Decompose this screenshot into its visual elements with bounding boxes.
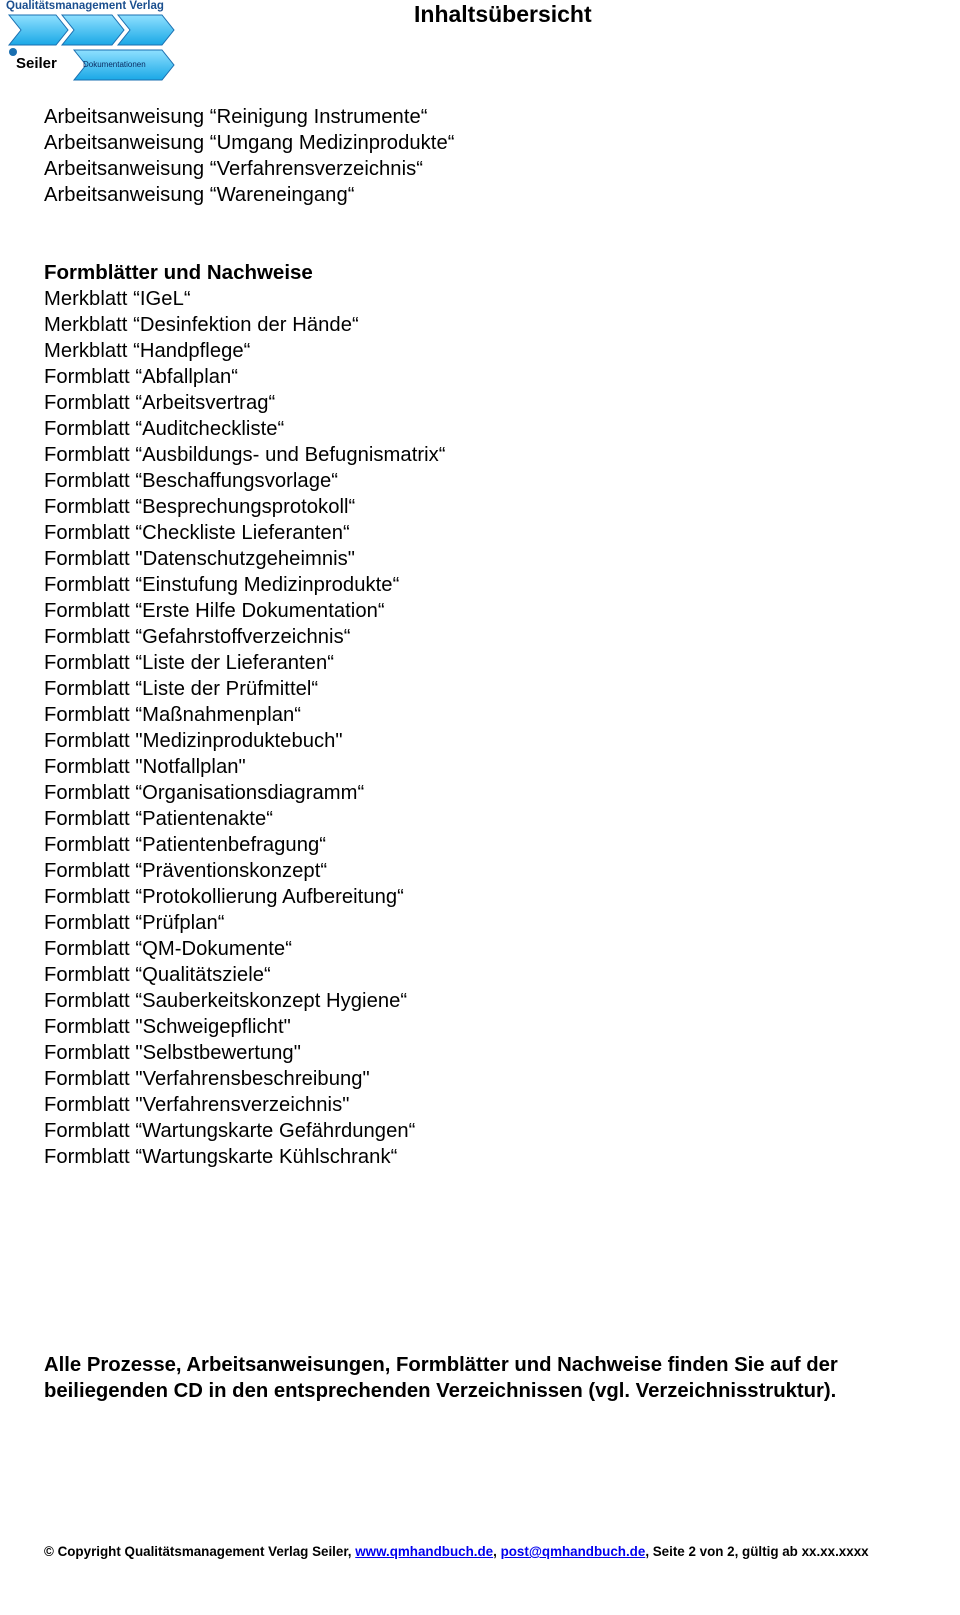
- logo-publisher-text: Qualitätsmanagement Verlag: [6, 0, 164, 12]
- footer-copyright: © Copyright Qualitätsmanagement Verlag Seiler,: [44, 1544, 356, 1559]
- list-item: Formblatt “Präventionskonzept“: [44, 860, 328, 882]
- footer-separator: ,: [493, 1544, 501, 1559]
- list-item: Formblatt "Datenschutzgeheimnis": [44, 548, 356, 570]
- list-item: Arbeitsanweisung “Reinigung Instrumente“: [44, 106, 428, 128]
- logo-arrow-3: [118, 15, 174, 45]
- list-item: Merkblatt “Handpflege“: [44, 340, 251, 362]
- list-item: Formblatt "Schweigepflicht": [44, 1016, 291, 1038]
- logo-arrow-1: [9, 15, 68, 45]
- list-item: Arbeitsanweisung “Umgang Medizinprodukte“: [44, 132, 455, 154]
- list-item: Formblatt “Besprechungsprotokoll“: [44, 496, 356, 518]
- list-item: Formblatt "Notfallplan": [44, 756, 246, 778]
- footer-website-link[interactable]: www.qmhandbuch.de: [355, 1544, 494, 1559]
- list-item: Arbeitsanweisung “Wareneingang“: [44, 184, 355, 206]
- list-item: Formblatt “Ausbildungs- und Befugnismatrix“: [44, 444, 446, 466]
- list-item: Formblatt "Verfahrensverzeichnis": [44, 1094, 350, 1116]
- list-item: Formblatt “Erste Hilfe Dokumentation“: [44, 600, 385, 622]
- logo-arrow-2: [62, 15, 124, 45]
- list-item: Formblatt “Liste der Prüfmittel“: [44, 678, 319, 700]
- list-item: Formblatt “Patientenbefragung“: [44, 834, 327, 856]
- list-item: Formblatt “Prüfplan“: [44, 912, 225, 934]
- page-title: Inhaltsübersicht: [414, 1, 592, 27]
- list-item: Formblatt “Qualitätsziele“: [44, 964, 271, 986]
- list-item: Formblatt "Selbstbewertung": [44, 1042, 301, 1064]
- list-item: Formblatt “Checkliste Lieferanten“: [44, 522, 350, 544]
- list-item: Formblatt “Arbeitsvertrag“: [44, 392, 276, 414]
- list-item: Formblatt “Einstufung Medizinprodukte“: [44, 574, 400, 596]
- list-item: Formblatt “Wartungskarte Kühlschrank“: [44, 1146, 398, 1168]
- cd-note-line-2: beiliegenden CD in den entsprechenden Verzeichnissen (vgl. Verzeichnisstruktur).: [44, 1380, 837, 1402]
- list-item: Formblatt “Auditcheckliste“: [44, 418, 285, 440]
- list-item: Formblatt “QM-Dokumente“: [44, 938, 292, 960]
- work-instructions-list: [44, 104, 455, 208]
- list-item: Formblatt “Maßnahmenplan“: [44, 704, 302, 726]
- logo-subtitle-text: Dokumentationen: [83, 60, 146, 69]
- list-item: Arbeitsanweisung “Verfahrensverzeichnis“: [44, 158, 424, 180]
- cd-note-line-1: Alle Prozesse, Arbeitsanweisungen, Formblätter und Nachweise finden Sie auf der: [44, 1354, 838, 1376]
- footer-page-info: , Seite 2 von 2, gültig ab xx.xx.xxxx: [645, 1544, 869, 1559]
- publisher-logo: [4, 0, 176, 82]
- list-item: Formblatt "Verfahrensbeschreibung": [44, 1068, 370, 1090]
- list-item: Formblatt “Gefahrstoffverzeichnis“: [44, 626, 351, 648]
- list-item: Formblatt “Patientenakte“: [44, 808, 274, 830]
- list-item: Formblatt “Wartungskarte Gefährdungen“: [44, 1120, 416, 1142]
- list-item: Formblatt “Abfallplan“: [44, 366, 239, 388]
- list-item: Merkblatt “Desinfektion der Hände“: [44, 314, 359, 336]
- page-footer: [44, 1544, 869, 1559]
- cd-note: [44, 1352, 944, 1404]
- list-item: Formblatt “Organisationsdiagramm“: [44, 782, 365, 804]
- footer-email-link[interactable]: post@qmhandbuch.de: [500, 1544, 646, 1559]
- forms-section-heading: Formblätter und Nachweise: [44, 261, 313, 284]
- list-item: Formblatt “Liste der Lieferanten“: [44, 652, 335, 674]
- list-item: Formblatt “Sauberkeitskonzept Hygiene“: [44, 990, 408, 1012]
- forms-list: [44, 286, 446, 1170]
- logo-name-text: Seiler: [16, 55, 57, 72]
- list-item: Formblatt “Protokollierung Aufbereitung“: [44, 886, 404, 908]
- list-item: Formblatt "Medizinproduktebuch": [44, 730, 343, 752]
- list-item: Formblatt “Beschaffungsvorlage“: [44, 470, 339, 492]
- list-item: Merkblatt “IGeL“: [44, 288, 191, 310]
